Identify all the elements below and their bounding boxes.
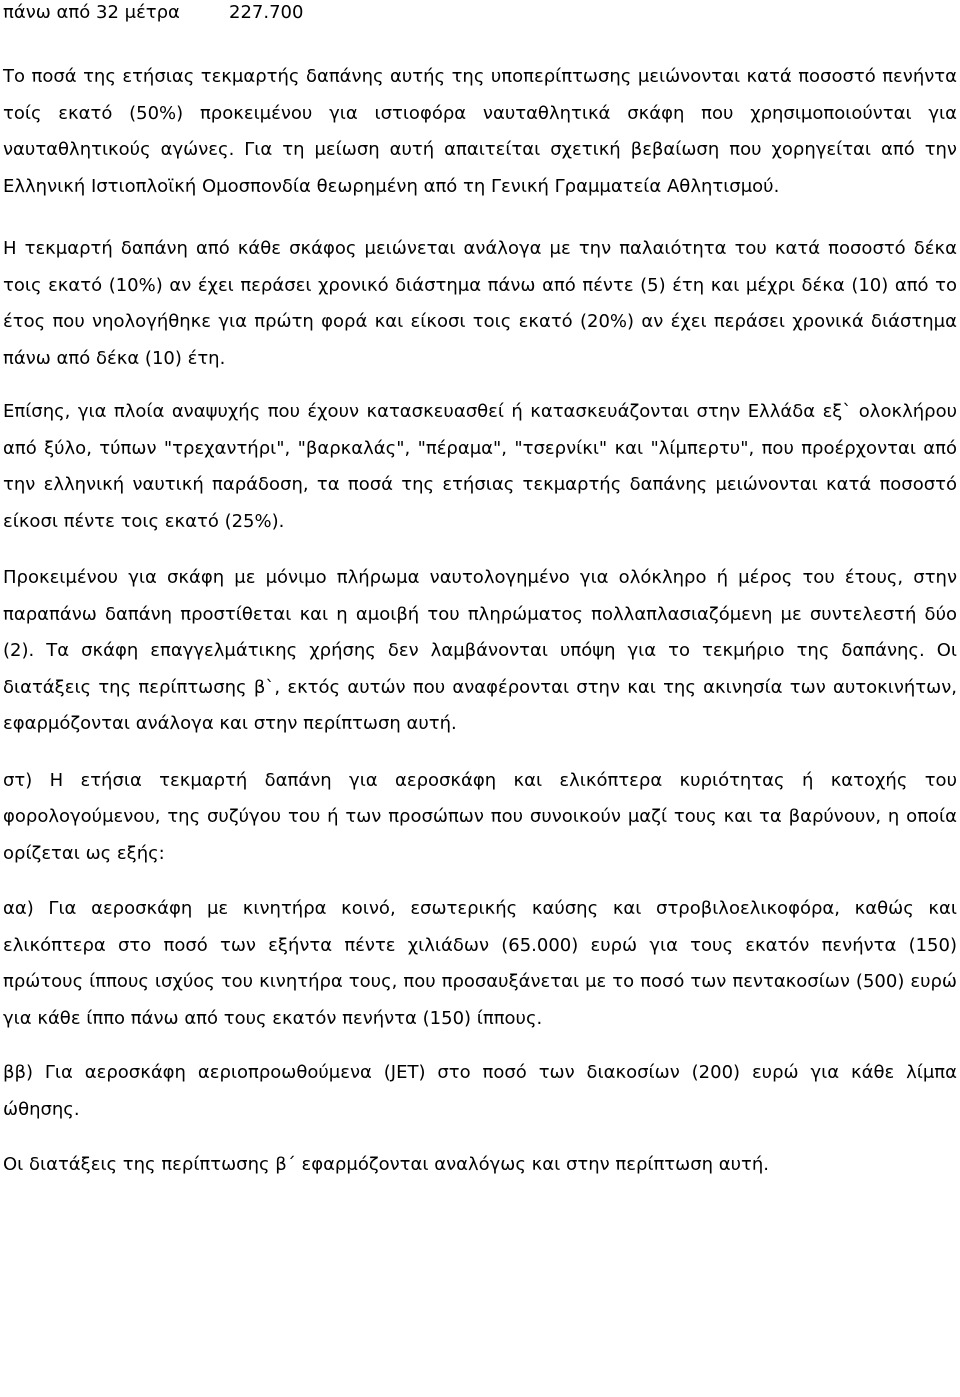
- paragraph-racing-sailboats-reduction: Το ποσά της ετήσιας τεκμαρτής δαπάνης αυτής της υποπερίπτωσης μειώνονται κατά ποσοστό πενήντα τοίς εκατό (50%) προκειμένου για ιστιοφόρα ναυταθλητικά σκάφη που χρησιμοποιούνται για ναυταθλητικούς αγώνες. Για τη μείωση αυτή απαιτείται σχετική βεβαίωση που χορηγείται από την Ελληνική Ιστιοπλοϊκή Ομοσπονδία θεωρημένη από τη Γενική Γραμματεία Αθλητισμού.: [3, 66, 957, 197]
- document-page: [3, 0, 957, 1184]
- paragraph-traditional-wooden-boats: Επίσης, για πλοία αναψυχής που έχουν κατασκευασθεί ή κατασκευάζονται στην Ελλάδα εξ` ολοκλήρου από ξύλο, τύπων "τρεχαντήρι", "βαρκαλάς", "πέραμα", "τσερνίκι" και "λίμπερτυ", που προέρχονται από την ελληνική ναυτική παράδοση, τα ποσά της ετήσιας τεκμαρτής δαπάνης μειώνονται κατά ποσοστό είκοσι πέντε τοις εκατό (25%).: [3, 401, 957, 532]
- tax-table-row: [3, 0, 957, 26]
- paragraph-aircraft-piston-helicopters: αα) Για αεροσκάφη με κινητήρα κοινό, εσωτερικής καύσης και στροβιλοελικοφόρα, καθώς και ελικόπτερα στο ποσό των εξήντα πέντε χιλιάδων (65.000) ευρώ για τους εκατόν πενήντα (150) πρώτους ίππους ισχύος του κινητήρα τους, που προσαυξάνεται με το ποσό των πεντακοσίων (500) ευρώ για κάθε ίππο πάνω από τους εκατόν πενήντα (150) ίππους.: [3, 898, 957, 1029]
- paragraph-aircraft-heading: στ) Η ετήσια τεκμαρτή δαπάνη για αεροσκάφη και ελικόπτερα κυριότητας ή κατοχής του φορολογούμενου, της συζύγου του ή των προσώπων που συνοικούν μαζί τους και τα βαρύνουν, η οποία ορίζεται ως εξής:: [3, 769, 957, 864]
- paragraph-age-reduction: Η τεκμαρτή δαπάνη από κάθε σκάφος μειώνεται ανάλογα με την παλαιότητα του κατά ποσοστό δέκα τοις εκατό (10%) αν έχει περάσει χρονικό διάστημα πάνω από πέντε (5) έτη και μέχρι δέκα (10) από το έτος που νηολογήθηκε για πρώτη φορά και είκοσι τοις εκατό (20%) αν έχει περάσει χρονικά διάστημα πάνω από δέκα (10) έτη.: [3, 238, 957, 369]
- vessel-length-label: πάνω από 32 μέτρα: [3, 2, 180, 23]
- presumed-expense-amount: 227.700: [229, 2, 304, 23]
- paragraph-aircraft-jet: ββ) Για αεροσκάφη αεριοπροωθούμενα (JET) στο ποσό των διακοσίων (200) ευρώ για κάθε λίμπα ώθησης.: [3, 1062, 957, 1120]
- paragraph-provisions-apply: Οι διατάξεις της περίπτωσης β΄ εφαρμόζονται αναλόγως και στην περίπτωση αυτή.: [3, 1154, 769, 1175]
- paragraph-permanent-crew: Προκειμένου για σκάφη με μόνιμο πλήρωμα ναυτολογημένο για ολόκληρο ή μέρος του έτους, στην παραπάνω δαπάνη προστίθεται και η αμοιβή του πληρώματος πολλαπλασιαζόμενη με συντελεστή δύο (2). Τα σκάφη επαγγελμάτικης χρήσης δεν λαμβάνονται υπόψη για το τεκμήριο της δαπάνης. Οι διατάξεις της περίπτωσης β`, εκτός αυτών που αναφέρονται στην και της ακινησία των αυτοκινήτων, εφαρμόζονται ανάλογα και στην περίπτωση αυτή.: [3, 567, 957, 734]
